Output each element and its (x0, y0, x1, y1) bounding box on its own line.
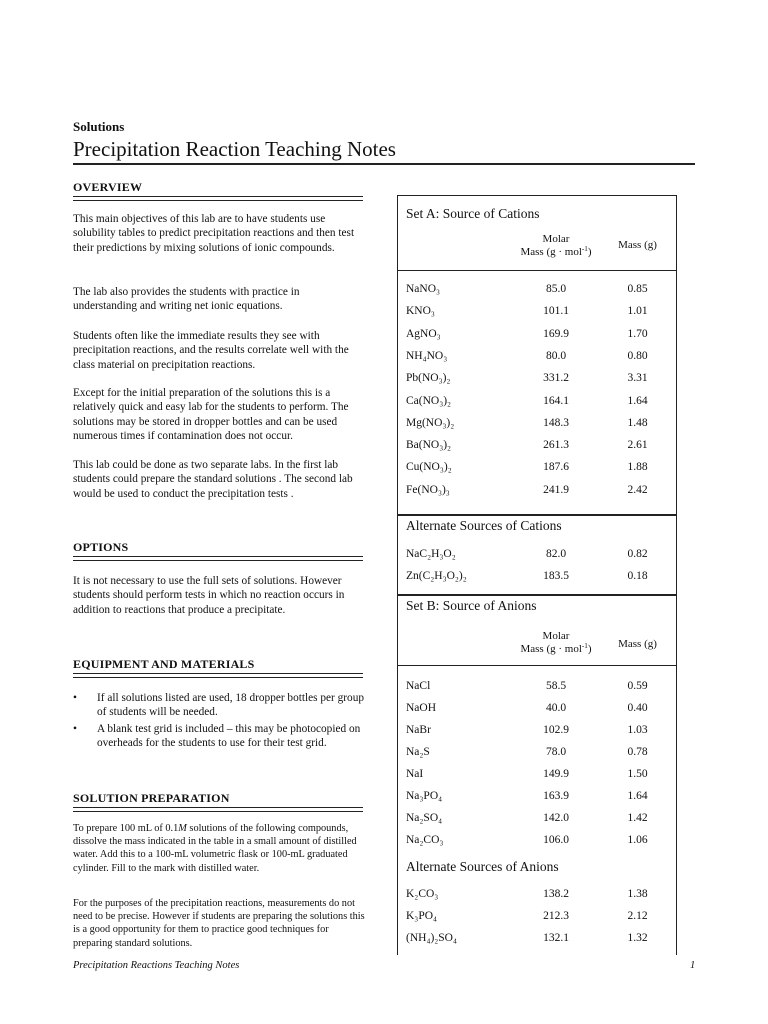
mass-cell: 3.31 (627, 372, 648, 385)
molar-mass-cell: 149.9 (543, 768, 569, 780)
options-heading: OPTIONS (73, 540, 129, 554)
formula-cell: Na₂SO₄ (406, 812, 443, 824)
mass-cell: 1.06 (627, 834, 648, 846)
molar-mass-cell: 80.0 (545, 349, 567, 362)
mass-cell: 0.59 (627, 680, 648, 692)
mass-cell: 1.50 (627, 768, 648, 780)
overview-rule (73, 196, 363, 201)
molar-mass-cell: 138.2 (543, 888, 569, 900)
options-rule (73, 556, 363, 561)
table-row (398, 328, 676, 348)
footer-title: Precipitation Reactions Teaching Notes (73, 960, 240, 971)
set-a-table (397, 195, 677, 516)
table-row (398, 461, 676, 481)
table-row (398, 484, 676, 504)
set-a-title: Set A: Source of Cations (406, 206, 540, 221)
formula-cell: Pb(NO₃)₂ (406, 372, 451, 385)
overview-paragraph-5: This lab could be done as two separate labs. In the first lab students could prepare the standard solutions . The second lab would be used to conduct the precipitation tests . (73, 459, 353, 500)
molar-mass-cell: 261.3 (543, 439, 569, 452)
table-row (398, 570, 676, 590)
table-row (398, 812, 676, 832)
title-rule (73, 163, 695, 165)
formula-cell: NaCl (406, 680, 431, 692)
formula-cell: NaNO₃ (406, 283, 441, 295)
table-row (398, 439, 676, 459)
molar-mass-cell: 102.9 (543, 724, 569, 736)
table-row (398, 910, 676, 930)
molar-mass-cell: 142.0 (543, 812, 569, 824)
bullet-icon: • (73, 722, 77, 735)
list-item: • If all solutions listed are used, 18 dropper bottles per group of students will be needed. (73, 692, 364, 719)
formula-cell: AgNO₃ (406, 327, 441, 340)
table-row (398, 680, 676, 700)
solution-prep-rule (73, 807, 363, 812)
table-row (398, 548, 676, 568)
molar-mass-cell: 148.3 (543, 416, 569, 429)
formula-cell: Fe(NO₃)₃ (406, 483, 450, 496)
mass-cell: 2.42 (627, 483, 648, 496)
bullet-icon: • (73, 692, 77, 704)
table-row (398, 834, 676, 854)
formula-cell: Ca(NO₃)₂ (406, 394, 452, 407)
molar-mass-cell: 58.5 (545, 680, 567, 692)
mass-cell: 1.70 (627, 327, 648, 340)
molar-mass-cell: 132.1 (543, 932, 569, 944)
formula-cell: Cu(NO₃)₂ (406, 461, 452, 474)
mass-cell: 1.42 (627, 812, 648, 824)
set-b-table (397, 594, 677, 955)
overview-heading: OVERVIEW (73, 180, 143, 194)
mass-cell: 0.18 (627, 570, 648, 582)
mass-cell: 2.61 (627, 439, 648, 452)
mass-cell: 1.48 (627, 416, 648, 429)
molar-mass-cell: 163.9 (543, 790, 569, 802)
mass-header: Mass (g) (618, 638, 657, 650)
molar-mass-cell: 241.9 (543, 483, 569, 496)
overview-paragraph-4: Except for the initial preparation of the solutions this is a relatively quick and easy lab for the students to perform. The solutions may be stored in dropper bottles and can be used numerous times if contamination does not occur. (73, 387, 349, 442)
molar-mass-cell: 85.0 (545, 283, 567, 295)
table-row (398, 283, 676, 303)
formula-cell: Na₂S (406, 746, 430, 758)
molar-mass-cell: 187.6 (543, 461, 569, 474)
molar-mass-cell: 40.0 (545, 702, 567, 714)
page-number: 1 (690, 960, 696, 971)
table-row (398, 417, 676, 437)
table-row (398, 790, 676, 810)
mass-cell: 0.80 (627, 349, 648, 362)
alt-cations-title: Alternate Sources of Cations (406, 518, 562, 533)
table-row (398, 724, 676, 744)
table-row (398, 395, 676, 415)
formula-cell: NaC₂H₃O₂ (406, 548, 456, 560)
solution-prep-heading: SOLUTION PREPARATION (73, 791, 230, 805)
equipment-heading: EQUIPMENT AND MATERIALS (73, 657, 255, 671)
overview-paragraph-2: The lab also provides the students with practice in understanding and writing net ionic equations. (73, 286, 300, 313)
molar-mass-cell: 82.0 (545, 548, 567, 560)
formula-cell: Na₃PO₄ (406, 790, 443, 802)
formula-cell: Ba(NO₃)₂ (406, 439, 452, 452)
molar-mass-header: Molar Mass (g · mol$^{-1}$) (520, 233, 592, 258)
mass-cell: 2.12 (627, 910, 648, 922)
mass-cell: 1.32 (627, 932, 648, 944)
molar-mass-cell: 331.2 (543, 372, 569, 385)
mass-header: Mass (g) (618, 239, 657, 251)
formula-cell: Na₂CO₃ (406, 834, 444, 846)
table-row (398, 372, 676, 392)
alt-anions-title: Alternate Sources of Anions (406, 859, 559, 874)
overview-paragraph-3: Students often like the immediate results they see with precipitation reactions, and the results correlate well with the class material on precipitation reactions. (73, 330, 349, 371)
mass-cell: 1.01 (627, 305, 648, 318)
solution-prep-paragraph-1: To prepare 100 mL of 0.1M solutions of the following compounds, dissolve the mass indicated in the table in a small amount of distilled water. Add this to a 100-mL volumetric flask or 100-mL graduated cylinder. Fill to the mark with distilled water. (73, 823, 357, 874)
molar-mass-cell: 212.3 (543, 910, 569, 922)
molar-mass-cell: 101.1 (543, 305, 569, 318)
formula-cell: K₃PO₄ (406, 910, 438, 922)
table-row (398, 746, 676, 766)
mass-cell: 1.64 (627, 790, 648, 802)
solution-prep-paragraph-2: For the purposes of the precipitation reactions, measurements do not need to be precise. However if students are preparing the solutions this is a good opportunity for them to practice good techniques for preparing standard solutions. (73, 898, 365, 949)
list-item: • A blank test grid is included – this may be photocopied on overheads for the students to use for their test grid. (73, 722, 361, 749)
table-row (398, 768, 676, 788)
mass-cell: 1.88 (627, 461, 648, 474)
page-title: Precipitation Reaction Teaching Notes (73, 137, 396, 161)
mass-cell: 0.85 (627, 283, 648, 295)
options-paragraph: It is not necessary to use the full sets of solutions. However students should perform tests in which no reaction occurs in addition to reactions that produce a precipitate. (73, 575, 345, 616)
mass-cell: 0.40 (627, 702, 648, 714)
table-row (398, 305, 676, 325)
header-divider (398, 665, 676, 666)
table-row (398, 932, 676, 952)
table-row (398, 888, 676, 908)
formula-cell: Zn(C₂H₃O₂)₂ (406, 570, 467, 582)
molar-mass-cell: 164.1 (543, 394, 569, 407)
mass-cell: 1.03 (627, 724, 648, 736)
mass-cell: 0.82 (627, 548, 648, 560)
mass-cell: 0.78 (627, 746, 648, 758)
molar-mass-header: Molar Mass (g · mol$^{-1}$) (520, 630, 592, 655)
formula-cell: KNO₃ (406, 305, 435, 318)
mass-cell: 1.64 (627, 394, 648, 407)
formula-cell: K₂CO₃ (406, 888, 439, 900)
mass-cell: 1.38 (627, 888, 648, 900)
section-label: Solutions (73, 119, 125, 134)
table-row (398, 350, 676, 370)
header-divider (398, 270, 676, 271)
formula-cell: NH₄NO₃ (406, 349, 448, 362)
molar-mass-cell: 78.0 (545, 746, 567, 758)
formula-cell: NaOH (406, 702, 437, 714)
formula-cell: (NH₄)₂SO₄ (406, 932, 457, 944)
equipment-rule (73, 673, 363, 678)
alt-cations-table (397, 514, 677, 596)
table-row (398, 702, 676, 722)
molar-mass-cell: 169.9 (543, 327, 569, 340)
formula-cell: NaI (406, 768, 424, 780)
formula-cell: NaBr (406, 724, 431, 736)
molar-mass-cell: 106.0 (543, 834, 569, 846)
molar-mass-cell: 183.5 (543, 570, 569, 582)
set-b-title: Set B: Source of Anions (406, 598, 537, 613)
overview-paragraph-1: This main objectives of this lab are to have students use solubility tables to predict precipitation reactions and then test their predictions by mixing solutions of ionic compounds. (73, 213, 355, 254)
equipment-list (73, 691, 365, 752)
formula-cell: Mg(NO₃)₂ (406, 416, 455, 429)
